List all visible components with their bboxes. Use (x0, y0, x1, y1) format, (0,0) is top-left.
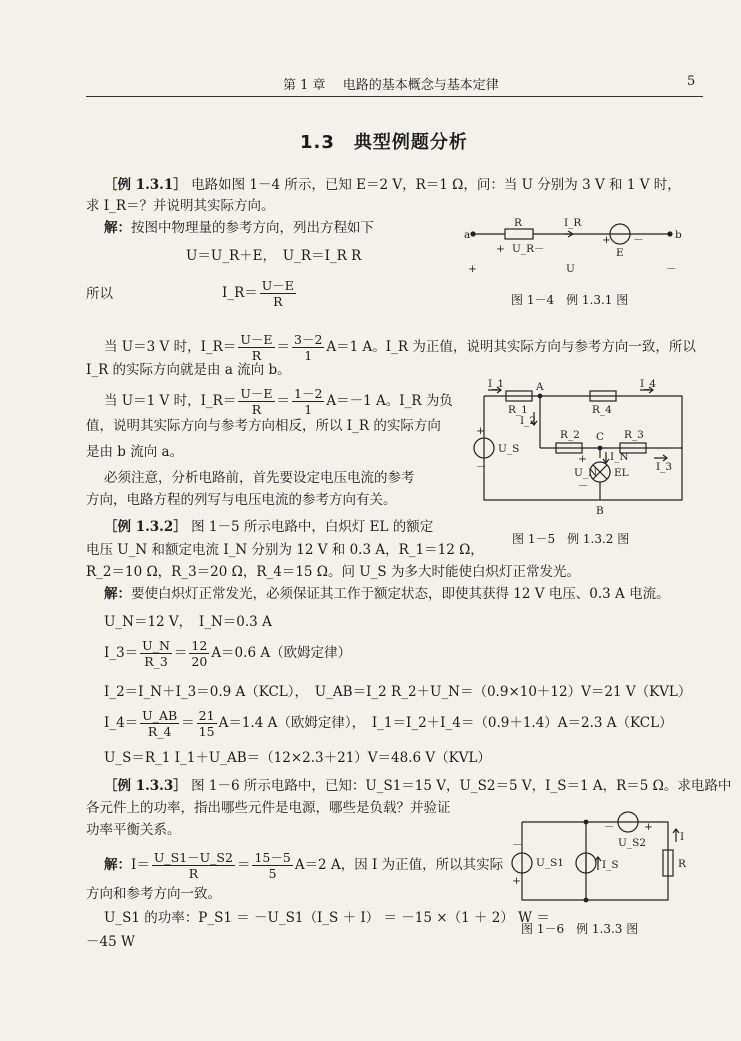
header-rule (86, 96, 703, 97)
text-line: 方向，电路方程的列写与电压电流的参考方向有关。 (86, 492, 397, 508)
label-ur-minus: － (534, 243, 545, 255)
example-tag: ［例 1.3.3］ (104, 778, 187, 794)
denominator: R (251, 348, 262, 363)
text-line: 求 I_R＝？并说明其实际方向。 (86, 198, 275, 214)
text: A＝1 A。I_R 为正值，说明其实际方向与参考方向一致，所以 (326, 339, 696, 355)
denominator: 1 (304, 348, 313, 363)
figure-caption: 图 1－5 例 1.3.2 图 (512, 532, 630, 546)
resistor-r (505, 229, 533, 239)
label-un: U_N (574, 467, 598, 479)
solution-tag: 解： (104, 586, 131, 602)
fraction (260, 278, 296, 309)
label-r1: R_1 (508, 404, 528, 416)
fraction (189, 638, 209, 669)
label-a: A (536, 381, 544, 393)
denominator: 1 (304, 402, 313, 417)
label-i4: I_4 (640, 378, 657, 390)
label-us1-plus: + (512, 875, 521, 887)
numerator: 3－2 (294, 332, 323, 347)
chapter-number: 第 1 章 (283, 78, 326, 93)
fraction (197, 708, 217, 739)
current-arrow (564, 231, 573, 237)
label-u: U (566, 263, 575, 275)
equation: U_N＝12 V， I_N＝0.3 A (104, 614, 272, 630)
label-c: C (596, 431, 605, 443)
circuit-figure-1-6 (500, 808, 700, 908)
label-r: R (678, 858, 686, 870)
text-line: 各元件上的功率，指出哪些元件是电源，哪些是负载？并验证 (86, 800, 451, 816)
text: 当 U＝1 V 时，I_R＝ (104, 393, 237, 409)
label-us2-minus: － (604, 821, 615, 833)
label-plus: + (476, 425, 485, 437)
numerator: U－E (261, 278, 294, 293)
text: I_4＝ (104, 715, 139, 731)
numerator: 15－5 (254, 850, 291, 865)
text: ＝ (276, 393, 291, 409)
text: I_3＝ (104, 645, 139, 661)
example-tag: ［例 1.3.1］ (104, 177, 187, 193)
equation (104, 638, 351, 669)
eq-lhs: I_R＝ (222, 285, 258, 301)
equation: U＝U_R＋E， U_R＝I_R R (186, 248, 362, 264)
fraction (152, 850, 235, 881)
label-e-plus: + (602, 234, 611, 246)
terminal-a (471, 232, 475, 236)
numerator: U_S1－U_S2 (153, 850, 233, 865)
equation (222, 278, 298, 309)
label-e-minus: － (633, 234, 644, 246)
text: 图 1－5 所示电路中，白炽灯 EL 的额定 (191, 519, 434, 535)
text: A＝0.6 A（欧姆定律） (211, 645, 352, 661)
solution-line (104, 584, 670, 604)
text: A＝2 A，因 I 为正值，所以其实际 (294, 857, 504, 873)
page-number: 5 (687, 74, 696, 89)
label-i: I (680, 831, 685, 843)
label-r4: R_4 (592, 404, 612, 416)
numerator: 1－2 (294, 386, 323, 401)
label-ur-plus: + (496, 243, 505, 255)
label-i1: I_1 (488, 378, 505, 390)
text: A＝1.4 A（欧姆定律）， I_1＝I_2＋I_4＝（0.9＋1.4）A＝2.3 A（KCL） (218, 715, 673, 731)
text-line: U_S1 的功率：P_S1 ＝ －U_S1（I_S ＋ I） ＝ －15 ×（1 ＋ 2） W ＝ (104, 910, 550, 926)
text: ＝ (236, 857, 251, 873)
label-us1: U_S1 (536, 857, 564, 869)
label-r3: R_3 (624, 429, 644, 441)
example-1-3-1-question (104, 175, 681, 195)
text-line: －45 W (86, 934, 135, 950)
case-1-line (104, 332, 696, 363)
text: 当 U＝3 V 时，I_R＝ (104, 339, 237, 355)
fraction (238, 386, 274, 417)
label-e: E (616, 247, 624, 259)
label-b: b (675, 229, 682, 241)
equation: U_S＝R_1 I_1＋U_AB＝（12×2.3＋21）V＝48.6 V（KVL） (104, 750, 491, 766)
denominator: R (188, 866, 199, 881)
label-is: I_S (602, 859, 619, 871)
equation (104, 708, 673, 739)
text: A＝－1 A。I_R 为负 (326, 393, 453, 409)
text-line: 是由 b 流向 a。 (86, 444, 184, 460)
text: 所以 (86, 286, 113, 302)
circuit-figure-1-4 (460, 212, 690, 287)
label-u-minus: － (666, 263, 677, 275)
label-us2: U_S2 (618, 837, 646, 849)
example-tag: ［例 1.3.2］ (104, 519, 187, 535)
text: 要使白炽灯正常发光，必须保证其工作于额定状态，即使其获得 12 V 电压、0.3 A 电流。 (131, 586, 670, 602)
text-line: 值，说明其实际方向与参考方向相反，所以 I_R 的实际方向 (86, 418, 441, 434)
denominator: R_3 (144, 654, 168, 669)
label-ur: U_R (512, 243, 535, 255)
circuit-figure-1-5 (470, 378, 700, 518)
denominator: R (251, 402, 262, 417)
fraction (292, 332, 324, 363)
fraction (252, 850, 292, 881)
numerator: 21 (198, 708, 215, 723)
fraction (140, 638, 172, 669)
label-un-minus: － (578, 480, 589, 492)
text: ＝ (276, 339, 291, 355)
label-b: B (596, 505, 604, 517)
example-1-3-3-question (104, 776, 731, 796)
label-in: I_N (610, 451, 629, 463)
text-line: I_R 的实际方向就是由 a 流向 b。 (86, 362, 291, 378)
text-line: R_2＝10 Ω，R_3＝20 Ω，R_4＝15 Ω。问 U_S 为多大时能使白炽灯正常发光。 (86, 564, 580, 580)
denominator: 15 (198, 724, 215, 739)
case-2-line (104, 386, 453, 417)
terminal-b (668, 232, 672, 236)
label-r: R (514, 217, 522, 229)
label-a: a (464, 229, 471, 241)
label-us2-plus: + (644, 821, 653, 833)
label-us: U_S (498, 443, 520, 455)
numerator: U_N (142, 638, 170, 653)
numerator: 12 (191, 638, 208, 653)
fraction (238, 332, 274, 363)
numerator: U_AB (142, 708, 178, 723)
text: I＝ (131, 857, 150, 873)
example-1-3-2-question (104, 517, 433, 537)
fraction (292, 386, 324, 417)
denominator: 20 (191, 654, 208, 669)
label-i3: I_3 (656, 461, 673, 473)
chapter-title: 电路的基本概念与基本定律 (342, 78, 499, 93)
text: ＝ (173, 645, 188, 661)
text: ＝ (181, 715, 195, 731)
label-us1-minus: － (512, 839, 523, 851)
text-line: 电压 U_N 和额定电流 I_N 分别为 12 V 和 0.3 A，R_1＝12 Ω， (86, 542, 484, 558)
numerator: U－E (240, 386, 273, 401)
text-line: 功率平衡关系。 (86, 822, 181, 838)
label-r2: R_2 (560, 429, 580, 441)
equation: I_2＝I_N＋I_3＝0.9 A（KCL）， U_AB＝I_2 R_2＋U_N＝（0.9×10＋12）V＝21 V（KVL） (104, 684, 692, 700)
label-i2: I_2 (520, 415, 537, 427)
denominator: R_4 (147, 724, 172, 739)
fraction (140, 708, 179, 739)
solution-tag: 解： (104, 857, 131, 873)
label-el: EL (614, 467, 629, 479)
text: 图 1－6 所示电路中，已知：U_S1＝15 V，U_S2＝5 V，I_S＝1 A，R＝5 Ω。求电路中 (191, 778, 732, 794)
solution-tag: 解： (104, 220, 131, 236)
figure-caption: 图 1－6 例 1.3.3 图 (521, 922, 639, 936)
label-u-plus: + (468, 263, 477, 275)
numerator: U－E (240, 332, 273, 347)
text-line: 必须注意，分析电路前，首先要设定电压电流的参考 (104, 470, 415, 486)
label-un-plus: + (578, 453, 587, 465)
label-ir: I_R (564, 217, 582, 229)
running-header (283, 74, 499, 93)
denominator: R (273, 294, 283, 309)
text: 按图中物理量的参考方向，列出方程如下 (131, 220, 374, 236)
solution-line (104, 218, 374, 238)
label-minus: － (476, 461, 487, 473)
text-line: 方向和参考方向一致。 (86, 886, 221, 902)
section-title: 1.3 典型例题分析 (300, 132, 468, 153)
figure-caption: 图 1－4 例 1.3.1 图 (511, 293, 629, 307)
text: 电路如图 1－4 所示，已知 E＝2 V，R＝1 Ω，问：当 U 分别为 3 V 和 1 V 时， (191, 177, 681, 193)
denominator: 5 (268, 866, 277, 881)
equation (104, 850, 503, 881)
